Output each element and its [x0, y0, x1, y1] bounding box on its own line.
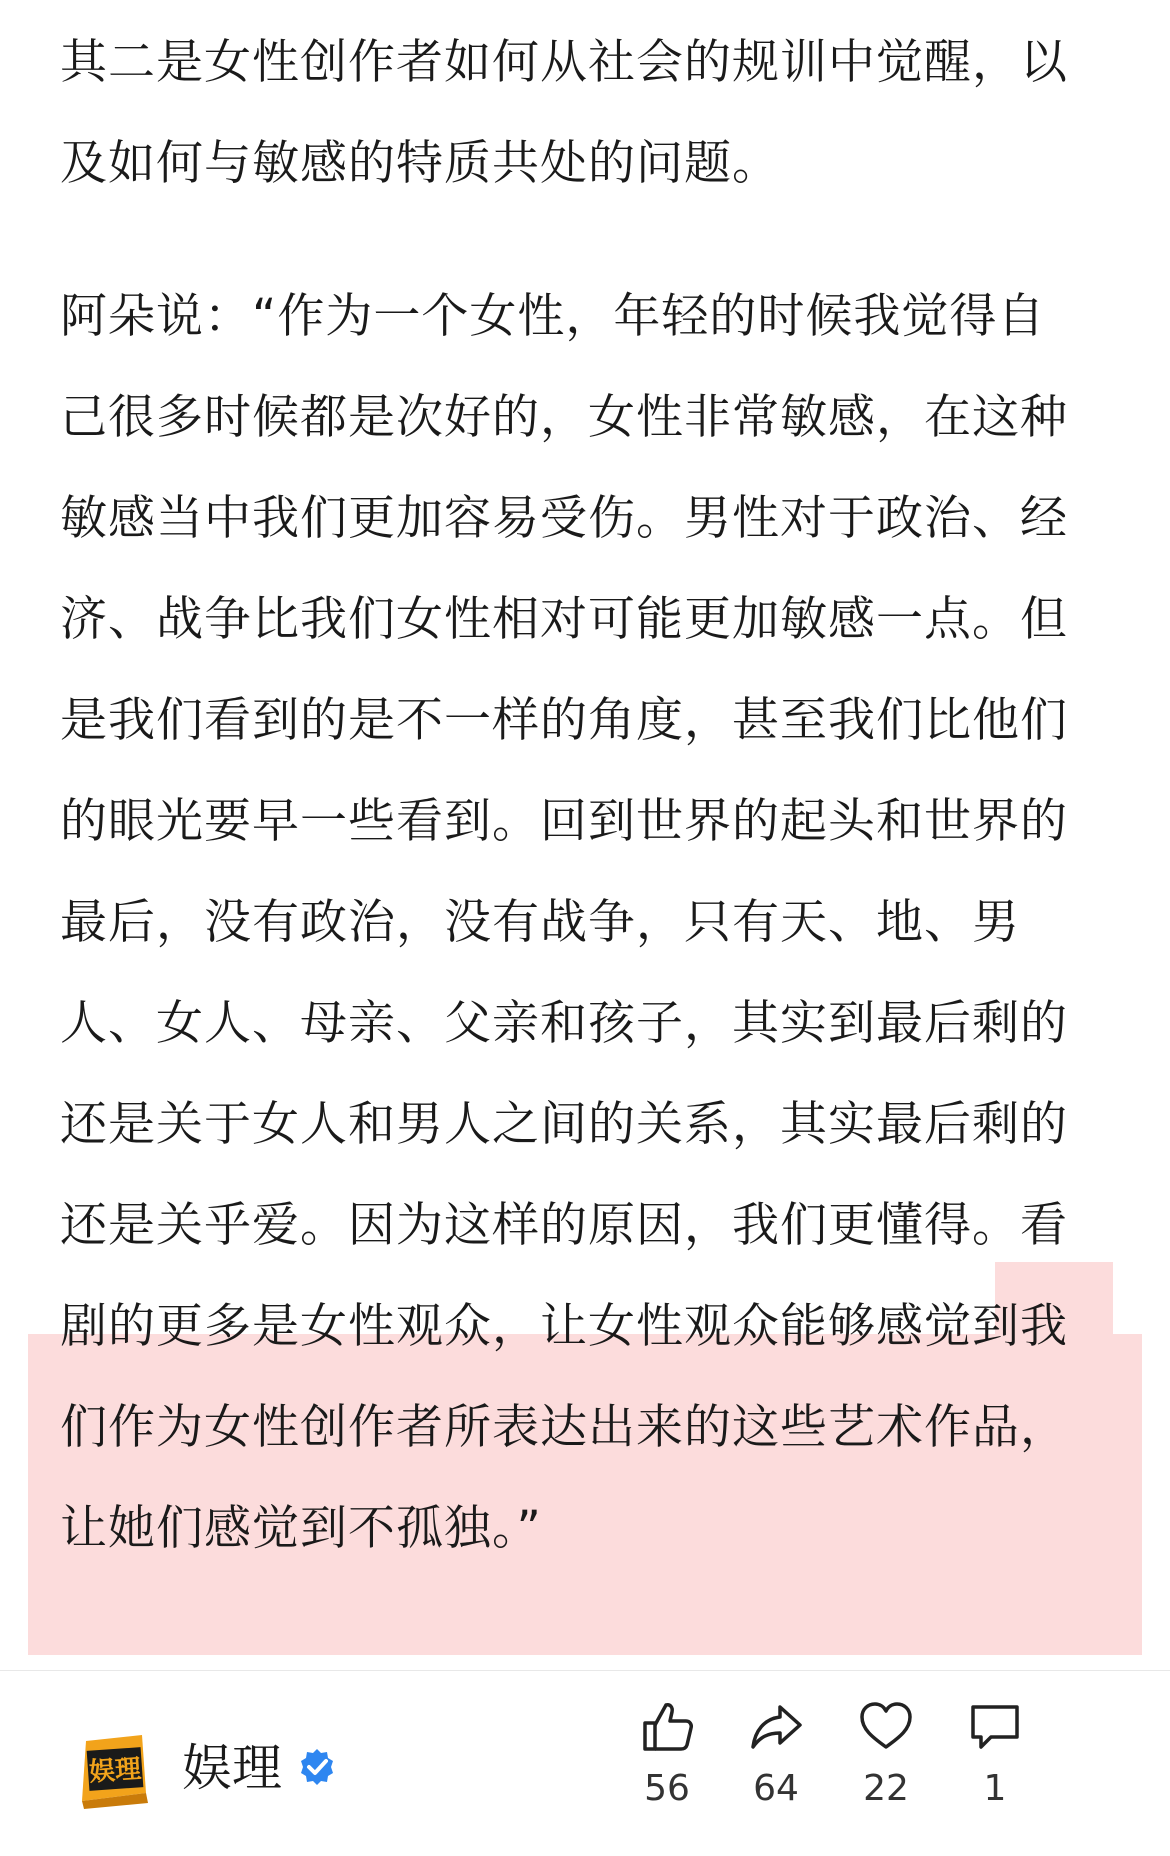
like-count: 56 [644, 1768, 690, 1809]
thumbs-up-icon [639, 1699, 695, 1755]
text-line: 是我们看到的是不一样的角度，甚至我们比他们 [60, 693, 1068, 748]
text-segment: 还是关乎爱。因为这样的原因，我们更懂得 [60, 1198, 972, 1253]
highlighted-line: 剧的更多是女性观众，让女性观众能够感觉到我 [60, 1299, 1068, 1354]
share-button[interactable] [731, 1699, 821, 1811]
text-line: 敏感当中我们更加容易受伤。男性对于政治、经 [60, 491, 1068, 546]
highlighted-text: 。看 [972, 1198, 1068, 1253]
text-line: 的眼光要早一些看到。回到世界的起头和世界的 [60, 794, 1068, 849]
comment-button[interactable] [950, 1699, 1040, 1811]
text-line: 还是关于女人和男人之间的关系，其实最后剩的 [60, 1097, 1068, 1152]
paragraph-2 [0, 266, 1128, 1579]
paragraph-1 [0, 12, 1128, 214]
comment-count: 1 [983, 1768, 1007, 1809]
text-line: 其二是女性创作者如何从社会的规训中觉醒，以 [60, 35, 1068, 90]
highlighted-line: 让她们感觉到不孤独。” [60, 1501, 542, 1556]
text-line: 济、战争比我们女性相对可能更加敏感一点。但 [60, 592, 1068, 647]
text-line: 最后，没有政治，没有战争，只有天、地、男 [60, 895, 1020, 950]
post-footer [0, 1671, 1170, 1856]
logo-text: 娱理 [88, 1754, 143, 1788]
favorite-count: 22 [863, 1768, 909, 1809]
text-line: 阿朵说：“作为一个女性，年轻的时候我觉得自 [60, 289, 1046, 344]
share-count: 64 [753, 1768, 799, 1809]
text-line: 己很多时候都是次好的，女性非常敏感，在这种 [60, 390, 1068, 445]
author-logo[interactable] [72, 1731, 150, 1809]
logo-icon [72, 1731, 150, 1809]
verified-badge-icon [297, 1747, 337, 1787]
highlighted-line: 们作为女性创作者所表达出来的这些艺术作品， [60, 1400, 1068, 1455]
text-line [60, 1175, 1068, 1276]
author-name[interactable]: 娱理 [182, 1739, 282, 1797]
share-icon [748, 1699, 804, 1755]
text-line: 及如何与敏感的特质共处的问题。 [60, 136, 780, 191]
heart-icon [858, 1699, 914, 1755]
comment-icon [967, 1699, 1023, 1755]
like-button[interactable] [622, 1699, 712, 1811]
favorite-button[interactable] [841, 1699, 931, 1811]
text-line: 人、女人、母亲、父亲和孩子，其实到最后剩的 [60, 996, 1068, 1051]
